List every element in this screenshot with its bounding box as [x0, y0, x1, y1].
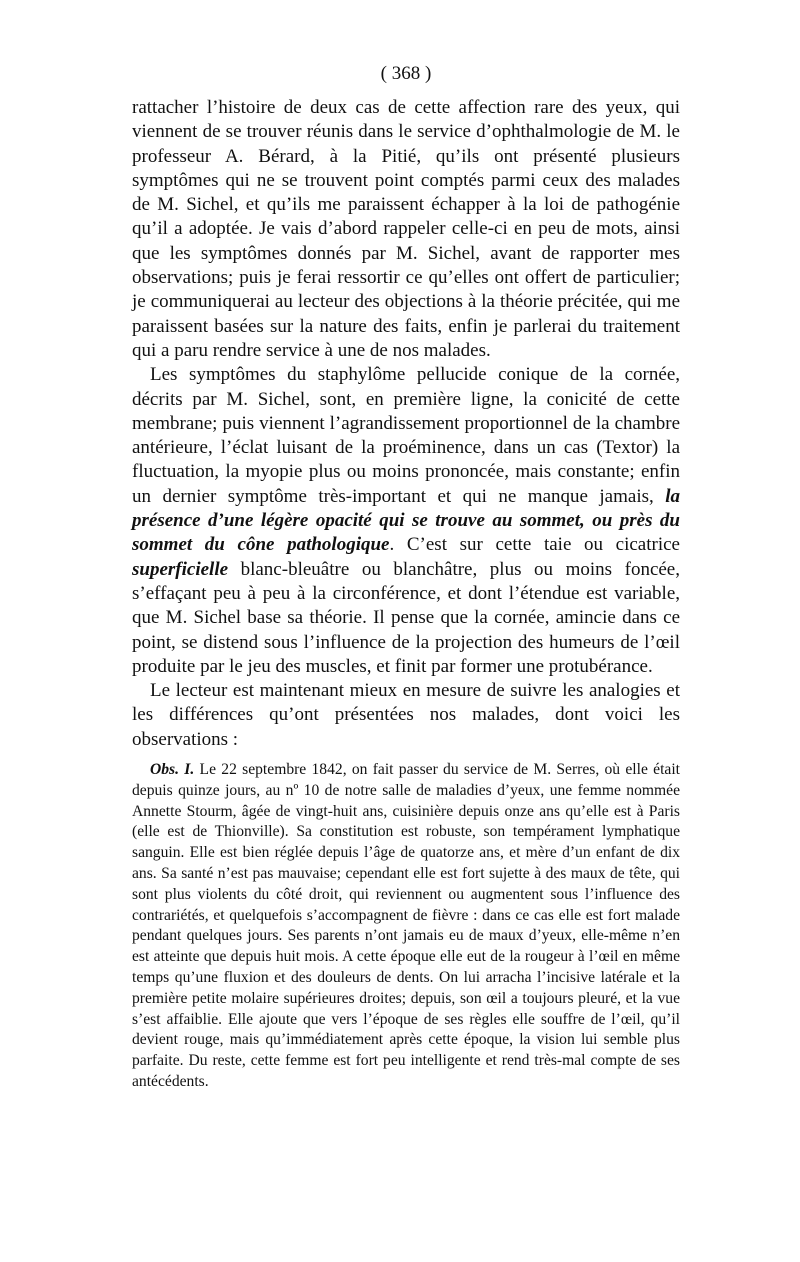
symptoms-text-3: blanc-bleuâtre ou blanchâtre, plus ou moins foncée, s’effaçant peu à peu à la circonférence, et dont l’étendue est variable, que M. Sichel base sa théorie. Il pense que la cornée, amincie dans ce point, se distend sous l’influence de la projection des humeurs de l’œil produite par le jeu des muscles, et finit par former une protubérance. — [132, 558, 680, 677]
observation-text: Le 22 septembre 1842, on fait passer du service de M. Serres, où elle était depuis quinze jours, au nº 10 de notre salle de maladies d’yeux, une femme nommée Annette Stourm, âgée de vingt-huit ans, cuisinière depuis onze ans qu’elle est à Paris (elle est de Thionville). Sa constitution est robuste, son tempérament lymphatique sanguin. Elle est bien réglée depuis l’âge de quatorze ans, et mère d’un enfant de dix ans. Sa santé n’est pas mauvaise; cependant elle est fort sujette à des maux de tête, qui sont plus violents du côté droit, qui reviennent ou augmentent sous l’influence des contrariétés, et quelquefois s’accompagnent de fièvre : dans ce cas elle est fort malade pendant quelques jours. Ses parents n’ont jamais eu de maux d’yeux, elle-même n’en est atteinte que depuis huit mois. A cette époque elle eut de la rougeur à l’œil en même temps qu’une fluxion et des douleurs de dents. On lui arracha l’incisive latérale et la première petite molaire supérieures droites; depuis, son œil a toujours pleuré, et la vue s’est affaiblie. Elle ajoute que vers l’époque de ses règles elle souffre de l’œil, qu’il devient rouge, mais qu’immédiatement après cette époque, la vision lui semble plus parfaite. Du reste, cette femme est fort peu intelligente et rend très-mal compte de ses antécédents. — [132, 761, 680, 1090]
observation-label: Obs. I. — [150, 761, 195, 779]
observation-paragraph — [132, 760, 680, 1093]
page-number: ( 368 ) — [380, 63, 432, 84]
symptoms-emphasis-1: la présence d’une légère opacité qui se trouve au sommet, ou près du sommet du cône pathologique — [132, 485, 680, 556]
paragraph-transition: Le lecteur est maintenant mieux en mesure de suivre les analogies et les différences qu’ont présentées nos malades, dont voici les observations : — [132, 680, 680, 750]
paragraph-symptoms — [132, 363, 680, 679]
symptoms-text-2: . C’est sur cette taie ou cicatrice — [389, 534, 680, 556]
symptoms-emphasis-2: superficielle — [132, 558, 229, 580]
symptoms-text-1: Les symptômes du staphylôme pellucide conique de la cornée, décrits par M. Sichel, sont, en première ligne, la conicité de cette membrane; puis viennent l’agrandissement proportionnel de la chambre antérieure, l’éclat luisant de la proéminence, dans un cas (Textor) la fluctuation, la myopie plus ou moins prononcée, mais constante; enfin un dernier symptôme très-important et qui ne manque jamais, — [132, 364, 680, 507]
book-page — [132, 62, 680, 1093]
paragraph-intro: rattacher l’histoire de deux cas de cette affection rare des yeux, qui viennent de se trouver réunis dans le service d’ophthalmologie de M. le professeur A. Bérard, à la Pitié, qu’ils ont présenté plusieurs symptômes qui ne se trouvent point comptés parmi ceux des malades de M. Sichel, et qu’ils me paraissent échapper à la loi de pathogénie qu’il a adoptée. Je vais d’abord rappeler celle-ci en peu de mots, ainsi que les symptômes donnés par M. Sichel, avant de rapporter mes observations; puis je ferai ressortir ce qu’elles ont offert de particulier; je communiquerai au lecteur des objections à la théorie précitée, qui me paraissent basées sur la nature des faits, enfin je parlerai du traitement qui a paru rendre service à une de nos malades. — [132, 97, 680, 361]
